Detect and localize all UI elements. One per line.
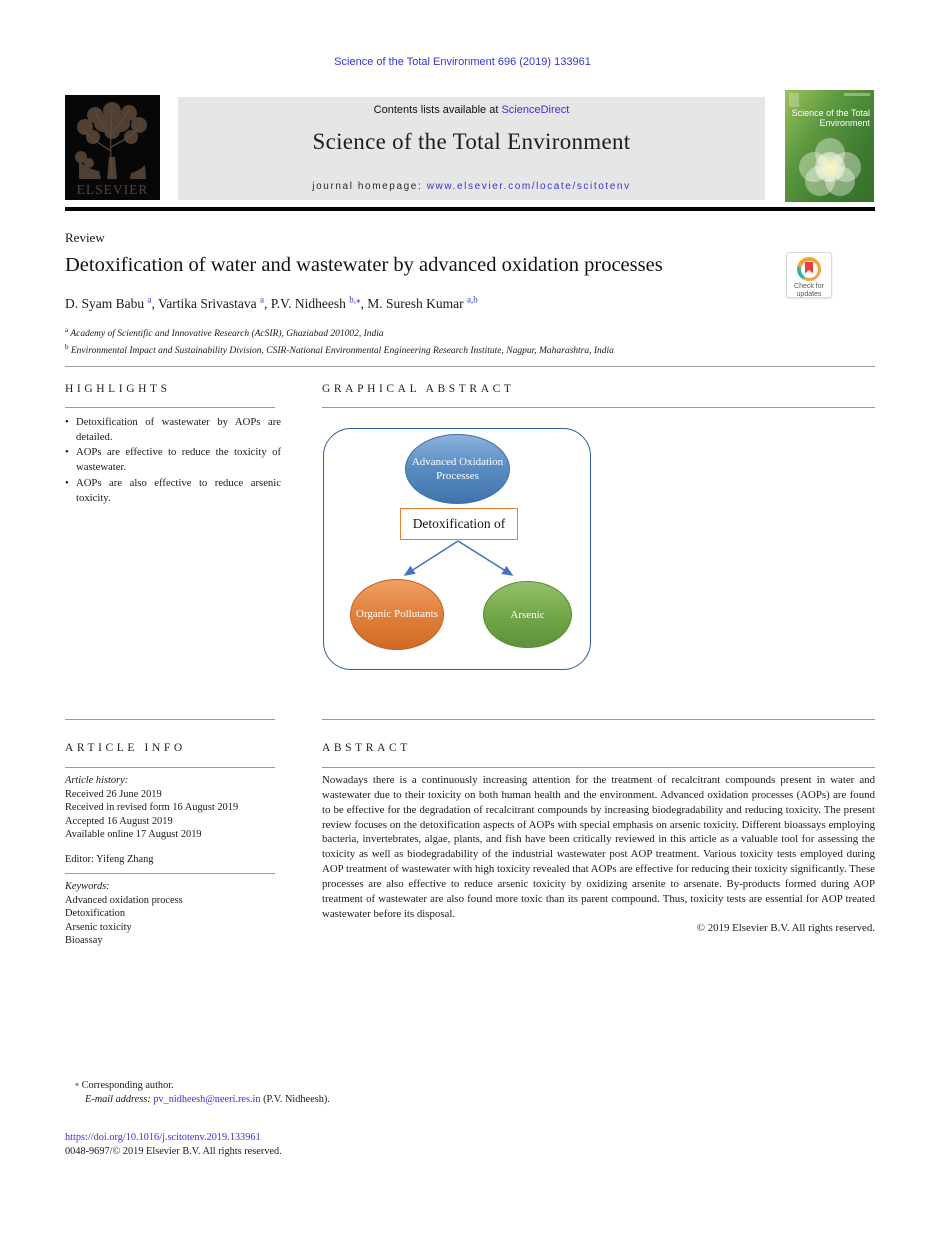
copyright-line: © 2019 Elsevier B.V. All rights reserved. (696, 922, 875, 935)
check-for-updates-badge[interactable] (786, 252, 832, 298)
sciencedirect-link[interactable]: ScienceDirect (501, 104, 570, 116)
author-affiliation-sup: a (147, 294, 152, 304)
elsevier-tree-icon (65, 95, 160, 185)
email-label: E-mail address: (85, 1093, 154, 1105)
journal-masthead (178, 97, 765, 200)
cover-elsevier-mark-icon (789, 93, 799, 107)
article-type-label: Review (65, 230, 105, 245)
keywords-block (65, 880, 275, 948)
doi-block (65, 1131, 282, 1158)
homepage-line (178, 181, 765, 192)
author-list (65, 294, 478, 312)
journal-citation-link[interactable]: Science of the Total Environment 696 (2019) 133961 (334, 56, 591, 68)
footnote-block (75, 1077, 330, 1107)
organic-pollutants-node: Organic Pollutants (350, 579, 444, 650)
affiliations (65, 324, 614, 358)
article-info-top-rule (65, 719, 275, 720)
highlights-rule (65, 407, 275, 408)
author: , P.V. Nidheesh $^{b,⁎}$ (263, 294, 361, 311)
graphical-abstract-rule (322, 407, 875, 408)
affiliation-a: $^a$ Academy of Scientific and Innovative Research (AcSIR), Ghaziabad 201002, India (65, 326, 384, 340)
cover-top-text (844, 93, 870, 96)
highlights-list (65, 415, 281, 506)
issn-copyright-line: 0048-9697/© 2019 Elsevier B.V. All rights reserved. (65, 1145, 282, 1157)
keyword: Detoxification (65, 908, 126, 920)
contents-prefix: Contents lists available at (373, 104, 502, 116)
cover-title: Science of the Total Environment (791, 108, 870, 128)
title-section-divider (65, 366, 875, 367)
list-item: • Detoxification of wastewater by AOPs are detailed. (65, 416, 281, 443)
history-line: Received 26 June 2019 (65, 788, 162, 800)
author: , M. Suresh Kumar $^{a,b}$ (360, 294, 478, 311)
article-history-label: Article history: (65, 775, 129, 786)
abstract-heading: ABSTRACT (322, 742, 411, 754)
masthead-divider-rule (65, 207, 875, 211)
aop-node: Advanced Oxidation Processes (405, 434, 510, 504)
elsevier-logo (65, 95, 160, 200)
article-info-head-rule (65, 767, 275, 768)
cover-flower-graphic (799, 138, 861, 196)
elsevier-logo-label: ELSEVIER (76, 182, 149, 197)
keywords-divider-rule (65, 873, 275, 874)
email-line (85, 1093, 330, 1107)
keyword: Bioassay (65, 935, 103, 947)
journal-title: Science of the Total Environment (312, 129, 631, 154)
doi-link[interactable]: https://doi.org/10.1016/j.scitotenv.2019.133961 (65, 1132, 261, 1143)
keyword: Arsenic toxicity (65, 921, 132, 933)
author: , Vartika Srivastava $^a$ (151, 294, 264, 311)
author: D. Syam Babu $^a$ (65, 294, 152, 311)
check-for-updates-icon (797, 257, 821, 281)
graphical-abstract-figure (323, 428, 591, 670)
journal-cover-thumbnail[interactable] (785, 90, 874, 202)
corresponding-author-note: ⁎ Corresponding author. (75, 1079, 174, 1091)
detoxification-box: Detoxification of (400, 508, 518, 540)
bullet-icon: • (65, 416, 69, 428)
abstract-block (322, 773, 875, 936)
affiliation-b: $^b$ Environmental Impact and Sustainability Division, CSIR-National Environmental Engineering Research Institute, Nagpur, Maharashtra, India (65, 343, 614, 357)
arsenic-node: Arsenic (483, 581, 572, 648)
history-line: Available online 17 August 2019 (65, 829, 202, 841)
bullet-icon: • (65, 446, 69, 459)
graphical-abstract-heading: GRAPHICAL ABSTRACT (322, 383, 515, 395)
author-affiliation-sup: a,b (467, 294, 478, 304)
homepage-url-link[interactable]: www.elsevier.com/locate/scitotenv (426, 181, 631, 192)
keyword: Advanced oxidation process (65, 894, 183, 906)
article-history-block (65, 774, 275, 842)
page-title: Detoxification of water and wastewater by advanced oxidation processes (65, 254, 663, 276)
abstract-text: Nowadays there is a continuously increasing attention for the treatment of recalcitrant compounds present in water and wastewater due to their toxicity on both human health and the environment. Advanced oxidation processes (AOPs) are found to be effective for the degradation of recalcitrant compounds by increasing biodegradability and reducing toxicity. The present review focuses on the detoxification aspects of AOPs with special emphasis on arsenic toxicity. Different bioassays employing bacteria, invertebrates, algae, plants, and fish have been critically reviewed in this article as a valuable tool for assessing the toxicity as well as biodegradability of the industrial wastewater post AOP treatment. Various toxicity tests employed during AOP treatment of wastewater with high toxicity revealed that AOPs are effective for reducing their toxicity significantly. These processes are also effective to reduce arsenic toxicity by oxidizing arsenite to arsenate. By-products formed during AOP treatment of wastewater are also found more toxic than its parent compound. Thus, toxicity tests are essential for AOP treated wastewater before its disposal. (322, 774, 875, 920)
history-line: Accepted 16 August 2019 (65, 815, 173, 827)
abstract-head-rule (322, 767, 875, 768)
author-affiliation-sup: a (259, 294, 264, 304)
keywords-label: Keywords: (65, 881, 110, 892)
email-suffix: (P.V. Nidheesh). (260, 1093, 330, 1105)
abstract-top-rule (322, 719, 875, 720)
history-line: Received in revised form 16 August 2019 (65, 802, 239, 814)
email-link[interactable]: pv_nidheesh@neeri.res.in (153, 1093, 261, 1105)
footnote-star: ⁎ (75, 1079, 79, 1088)
editor-line: Editor: Yifeng Zhang (65, 854, 154, 865)
author-affiliation-sup: b,⁎ (349, 294, 361, 304)
check-for-updates-label: Check for updates (794, 283, 824, 298)
contents-line (178, 104, 765, 116)
homepage-label: journal homepage: (312, 181, 427, 192)
journal-citation-header (0, 56, 925, 68)
article-info-heading: ARTICLE INFO (65, 742, 186, 754)
list-item: • AOPs are effective to reduce the toxicity of wastewater. (65, 446, 281, 474)
bookmark-icon (805, 262, 813, 274)
highlights-heading: HIGHLIGHTS (65, 383, 171, 395)
bullet-icon: • (65, 476, 69, 489)
list-item: • AOPs are also effective to reduce arsenic toxicity. (65, 476, 281, 504)
